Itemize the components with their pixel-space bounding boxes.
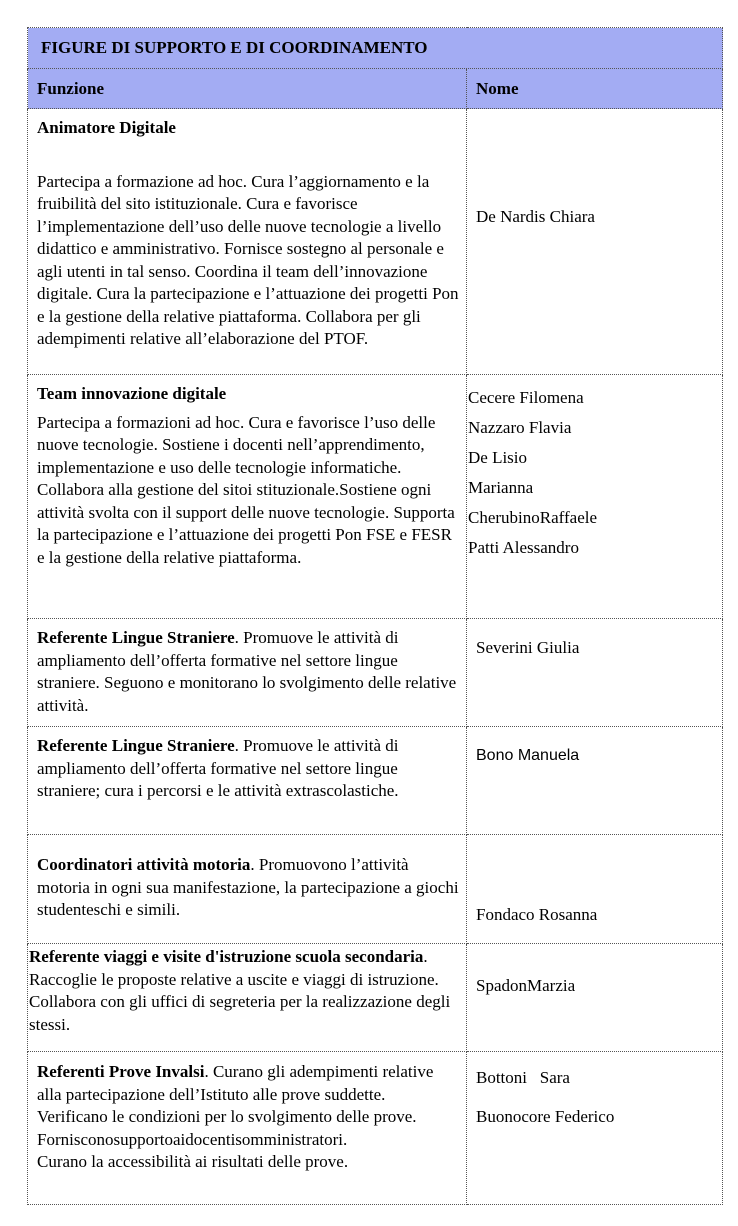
table-row [28,1052,723,1205]
person-name: Marianna [468,478,534,497]
table-title: FIGURE DI SUPPORTO E DI COORDINAMENTO [28,28,723,69]
person-name: Bono Manuela [476,747,580,764]
names-cell [467,944,723,1052]
table-row [28,375,723,619]
function-cell [28,109,467,375]
person-name: Buonocore Federico [476,1107,615,1126]
role-description: . Curano gli adempimenti relative alla partecipazione dell’Istituto alle prove suddette. Verificano le condizioni per lo svolgimento delle prove. [37,1062,434,1126]
role-entry [37,854,460,922]
header-funzione: Funzione [28,69,467,109]
person-name: Bottoni Sara [476,1068,570,1087]
table-row [28,727,723,835]
role-description: . Promuove le attività di ampliamento dell’offerta formative nel settore lingue straniere. Seguono e monitorano lo svolgimento delle relative attività. [37,628,457,715]
role-description: . Raccoglie le proposte relative a uscite e viaggi di istruzione. Collabora con gli uffici di segreteria per la realizzazione degli stessi. [29,947,451,1034]
function-cell [28,1052,467,1205]
role-title: Referenti Prove Invalsi [37,1062,205,1081]
person-name: Patti Alessandro [468,538,579,557]
role-title: Animatore Digitale [37,118,176,137]
role-description: . Promuovono l’attività motoria in ogni sua manifestazione, la partecipazione a giochi studenteschi e simili. [37,855,459,919]
function-cell [28,944,467,1052]
role-description: Partecipa a formazioni ad hoc. Cura e favorisce l’uso delle nuove tecnologie. Sostiene i docenti nell’apprendimento, implementazione e uso delle tecnologie informatiche. [37,412,436,477]
role-entry [37,735,460,803]
role-title: Team innovazione digitale [37,384,227,403]
role-entry [37,627,460,717]
names-cell [467,1052,723,1205]
person-name: Nazzaro Flavia [468,418,572,437]
table-row [28,944,723,1052]
function-cell [28,375,467,619]
role-description: Fornisconosupportoaidocentisomministratori. [37,1129,348,1149]
person-name: CherubinoRaffaele [468,508,598,527]
header-nome: Nome [467,69,723,109]
table-row [28,619,723,727]
role-description: . Promuove le attività di ampliamento dell’offerta formative nel settore lingue straniere; cura i percorsi e le attività extrascolastiche. [37,736,399,800]
table-row [28,835,723,944]
role-description: Curano la accessibilità ai risultati delle prove. [37,1152,349,1171]
person-name: Fondaco Rosanna [476,905,598,924]
person-name: SpadonMarzia [476,976,576,995]
names-cell [467,109,723,375]
person-name: De Lisio [468,448,528,467]
role-description: Collabora alla gestione del sitoi stituzionale.Sostiene ogni attività svolta con il support delle nuove tecnologie. Supporta la partecipazione e l’attuazione dei progetti Pon FSE e FESR e la gestione della relative piattaforma. [37,480,455,567]
role-title: Referente Lingue Straniere [37,628,235,647]
person-name: Cecere Filomena [468,388,584,407]
person-name: Severini Giulia [476,638,580,657]
names-cell [467,619,723,727]
role-description: Partecipa a formazione ad hoc. Cura l’aggiornamento e la fruibilità del sito istituzionale. Cura e favorisce l’implementazione dell’uso delle nuove tecnologie a livello didattico e amministrativo. Fornisce sostegno al personale e agli utenti in tal senso. Coordina il team dell’innovazione digitale. Cura la partecipazione e l’attuazione dei progetti Pon e la gestione della relative piattaforma. Collabora per gli adempimenti relative all’elaborazione del PTOF. [37,171,459,348]
role-title: Coordinatori attività motoria [37,855,251,874]
names-cell [467,375,723,619]
role-title: Referente viaggi e visite d'istruzione scuola secondaria [29,947,424,966]
support-roles-table [27,27,723,1205]
role-title: Referente Lingue Straniere [37,736,235,755]
role-entry [29,946,460,1036]
table-row [28,109,723,375]
function-cell [28,619,467,727]
names-cell [467,835,723,944]
person-name: De Nardis Chiara [476,207,595,226]
function-cell [28,835,467,944]
role-entry [37,1061,460,1129]
function-cell [28,727,467,835]
names-cell [467,727,723,835]
